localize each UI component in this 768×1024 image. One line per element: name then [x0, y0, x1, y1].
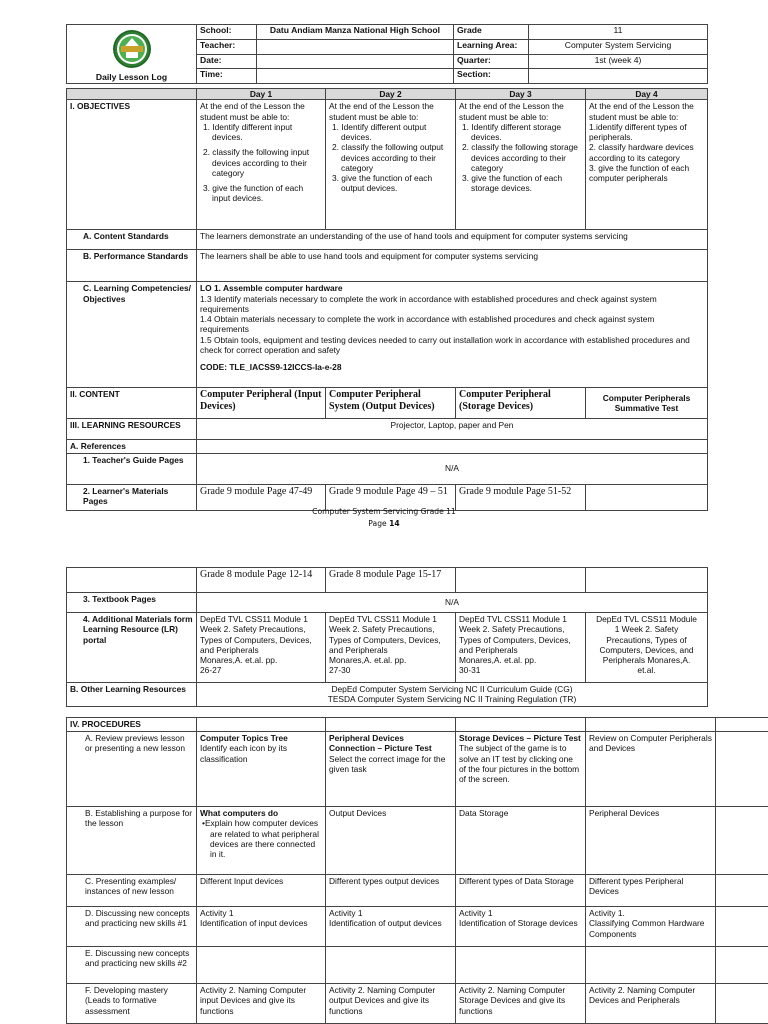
- competency-item: 1.5 Obtain tools, equipment and testing devices needed to carry out installation work in accordance with established procedures and check for correct operation and safety: [200, 334, 690, 355]
- additional-line: 26-27: [200, 665, 222, 676]
- examples-extra: [716, 875, 768, 907]
- discussing2-day2: [326, 947, 456, 984]
- section-value: [529, 69, 708, 84]
- teacher-label: Teacher:: [197, 39, 257, 54]
- grade-label: Grade: [454, 25, 529, 40]
- activity-text: Identification of input devices: [200, 918, 308, 929]
- examples-day3: Different types of Data Storage: [456, 875, 586, 907]
- objectives-day1: [197, 100, 326, 230]
- objective-intro: At the end of the Lesson the student must be able to:: [589, 101, 694, 122]
- teachers-guide-value: N/A: [197, 453, 708, 484]
- grade-value: 11: [529, 25, 708, 40]
- objectives-day2: [326, 100, 456, 230]
- additional-line: 27-30: [329, 665, 351, 676]
- objective-item: 1.identify different types of peripherals.: [589, 121, 687, 142]
- additional-line: 1 Week 2. Safety: [614, 624, 679, 635]
- day4-header: Day 4: [586, 89, 708, 100]
- discussing2-day3: [456, 947, 586, 984]
- additional-day3: [456, 613, 586, 683]
- textbook-value: N/A: [197, 593, 708, 613]
- content-day1: Computer Peripheral (Input Devices): [197, 388, 326, 419]
- review-day2: [326, 732, 456, 807]
- additional-line: DepEd TVL CSS11 Module: [596, 614, 697, 624]
- header-table: [66, 24, 708, 84]
- lm-day2: Grade 9 module Page 49 – 51: [326, 484, 456, 510]
- additional-line: Monares,A. et.al. pp.: [200, 655, 278, 665]
- competency-item: 1.4 Obtain materials necessary to complete the work in accordance with established procedures and check against system requirements: [200, 314, 655, 335]
- footer-course: Computer System Servicing Grade 11: [312, 507, 456, 516]
- objective-intro: At the end of the Lesson the student must be able to:: [459, 101, 564, 122]
- additional-line: Week 2. Safety Precautions, Types of Computers, Devices, and Peripherals: [329, 624, 441, 655]
- daily-lesson-log-label: Daily Lesson Log: [95, 72, 168, 82]
- objective-item: 1. Identify different storage devices.: [462, 121, 562, 142]
- mastery-day3: Activity 2. Naming Computer Storage Devices and give its functions: [456, 984, 586, 1024]
- additional-line: Week 2. Safety Precautions, Types of Computers, Devices, and Peripherals: [459, 624, 571, 655]
- objective-item: 3. give the function of each storage devices.: [462, 173, 563, 194]
- activity-title: Activity 1.: [589, 908, 625, 918]
- time-value: [257, 69, 454, 84]
- discussing1-label: D. Discussing new concepts and practicing new skills #1: [67, 907, 197, 947]
- additional-line: 30-31: [459, 665, 481, 676]
- mastery-extra: [716, 984, 768, 1024]
- examples-day2: Different types output devices: [326, 875, 456, 907]
- competency-item: 1.3 Identify materials necessary to complete the work in accordance with established procedures and check against system requirements: [200, 293, 657, 314]
- day2-header: Day 2: [326, 89, 456, 100]
- content-standards-value: The learners demonstrate an understanding of the use of hand tools and equipment for computer systems servicing: [197, 230, 708, 250]
- footer-page-prefix: Page: [368, 519, 390, 528]
- other-resource-cg: DepEd Computer System Servicing NC II Curriculum Guide (CG): [331, 684, 573, 694]
- review-day3: [456, 732, 586, 807]
- objectives-day3: [456, 100, 586, 230]
- review-text: Identify each icon by its classification: [200, 743, 288, 764]
- additional-line: Computers, Devices, and: [599, 644, 694, 655]
- objective-item: 1. Identify different output devices.: [332, 121, 427, 142]
- mastery-day2: Activity 2. Naming Computer output Devices and give its functions: [326, 984, 456, 1024]
- discussing2-extra: [716, 947, 768, 984]
- procedures-blank: [326, 718, 456, 732]
- discussing2-day4: [586, 947, 716, 984]
- additional-line: et.al.: [637, 665, 656, 676]
- objective-intro: At the end of the Lesson the student must be able to:: [329, 101, 434, 122]
- competency-code: CODE: TLE_IACSS9-12ICCS-Ia-e-28: [200, 362, 342, 372]
- performance-standards-label: B. Performance Standards: [67, 250, 197, 282]
- performance-standards-value: The learners shall be able to use hand tools and equipment for computer systems servicing: [197, 250, 708, 282]
- purpose-title: What computers do: [200, 808, 279, 818]
- discussing2-label: E. Discussing new concepts and practicing new skills #2: [67, 947, 197, 984]
- examples-day1: Different Input devices: [197, 875, 326, 907]
- mastery-day1: Activity 2. Naming Computer input Devices and give its functions: [197, 984, 326, 1024]
- review-day4: Review on Computer Peripherals and Devices: [586, 732, 716, 807]
- date-label: Date:: [197, 54, 257, 69]
- review-title: Storage Devices – Picture Test: [459, 733, 581, 743]
- review-day1: [197, 732, 326, 807]
- purpose-bullet: • Explain how computer devices are related to what peripheral devices are there connected in it.: [200, 818, 322, 859]
- procedures-label: IV. PROCEDURES: [67, 718, 197, 732]
- competencies-value: [197, 282, 708, 388]
- review-title: Peripheral Devices Connection – Picture Test: [329, 733, 432, 754]
- content-day4: Computer Peripherals Summative Test: [586, 388, 708, 419]
- objective-item: 3. give the function of each input devices.: [203, 183, 304, 204]
- discussing2-day1: [197, 947, 326, 984]
- day1-header: Day 1: [197, 89, 326, 100]
- header-blank: [67, 89, 197, 100]
- lm-day2-cont: Grade 8 module Page 15-17: [326, 568, 456, 593]
- learning-area-value: Computer System Servicing: [529, 39, 708, 54]
- additional-line: DepEd TVL CSS11 Module 1: [329, 614, 437, 624]
- quarter-value: 1st (week 4): [529, 54, 708, 69]
- additional-day1: [197, 613, 326, 683]
- activity-text: Identification of output devices: [329, 918, 442, 929]
- objective-intro: At the end of the Lesson the student must be able to:: [200, 101, 305, 122]
- discussing1-day2: [326, 907, 456, 947]
- learners-materials-label: 2. Learner's Materials Pages: [67, 484, 197, 510]
- date-value: [257, 54, 454, 69]
- teacher-value: [257, 39, 454, 54]
- purpose-list: [200, 818, 322, 859]
- mastery-label: F. Developing mastery (Leads to formative assessment: [67, 984, 197, 1024]
- content-day3: Computer Peripheral (Storage Devices): [456, 388, 586, 419]
- lm-cont-label: [67, 568, 197, 593]
- objectives-label: I. OBJECTIVES: [67, 100, 197, 230]
- additional-day4: [586, 613, 708, 683]
- objectives-day4: [586, 100, 708, 230]
- learning-area-label: Learning Area:: [454, 39, 529, 54]
- objective-item: 1. Identify different input devices.: [203, 121, 293, 142]
- additional-line: Monares,A. et.al. pp.: [329, 655, 407, 665]
- footer-page: [0, 519, 768, 528]
- school-value: Datu Andiam Manza National High School: [257, 25, 454, 40]
- activity-title: Activity 1: [329, 908, 363, 918]
- lm-day3-cont: [456, 568, 586, 593]
- procedures-blank: [197, 718, 326, 732]
- content-standards-label: A. Content Standards: [67, 230, 197, 250]
- additional-line: Precautions, Types of: [606, 634, 687, 645]
- procedures-table: [66, 717, 768, 1024]
- objective-item: 2. classify hardware devices according to its category: [589, 142, 694, 163]
- content-day2: Computer Peripheral System (Output Devices): [326, 388, 456, 419]
- logo-cell: [67, 25, 197, 84]
- additional-line: Peripherals Monares,A.: [602, 655, 691, 665]
- other-resource-tr: TESDA Computer System Servicing NC II Training Regulation (TR): [327, 694, 577, 705]
- activity-title: Activity 1: [200, 908, 234, 918]
- time-label: Time:: [197, 69, 257, 84]
- discussing1-day1: [197, 907, 326, 947]
- objective-item: 2. classify the following storage devices according to their category: [462, 142, 578, 173]
- discussing1-day4: [586, 907, 716, 947]
- additional-materials-label: 4. Additional Materials form Learning Resource (LR) portal: [67, 613, 197, 683]
- additional-line: DepEd TVL CSS11 Module 1: [200, 614, 308, 624]
- references-value: [197, 440, 708, 453]
- discussing1-day3: [456, 907, 586, 947]
- learning-resources-label: III. LEARNING RESOURCES: [67, 419, 197, 440]
- textbook-label: 3. Textbook Pages: [67, 593, 197, 613]
- additional-line: Week 2. Safety Precautions, Types of Computers, Devices, and Peripherals: [200, 624, 312, 655]
- lesson-table-page1: [66, 88, 708, 511]
- objective-item: 2. classify the following input devices according to their category: [203, 147, 310, 178]
- references-label: A. References: [67, 440, 197, 453]
- review-label: A. Review previews lesson or presenting a new lesson: [67, 732, 197, 807]
- objective-item: 2. classify the following output devices according to their category: [332, 142, 444, 173]
- purpose-day4: Peripheral Devices: [586, 807, 716, 875]
- lm-day4-cont: [586, 568, 708, 593]
- school-label: School:: [197, 25, 257, 40]
- other-resources-value: [197, 683, 708, 707]
- lesson-table-page2: [66, 567, 708, 707]
- review-text: The subject of the game is to solve an IT test by clicking one of the four pictures in the bottom of the screen.: [459, 743, 580, 784]
- additional-line: DepEd TVL CSS11 Module 1: [459, 614, 567, 624]
- objective-item: 3. give the function of each output devices.: [332, 173, 433, 194]
- competencies-label: C. Learning Competencies/ Objectives: [67, 282, 197, 388]
- content-label: II. CONTENT: [67, 388, 197, 419]
- competency-lo: LO 1. Assemble computer hardware: [200, 283, 343, 294]
- other-resources-label: B. Other Learning Resources: [67, 683, 197, 707]
- footer-page-number: 14: [389, 519, 400, 528]
- additional-day2: [326, 613, 456, 683]
- teachers-guide-label: 1. Teacher's Guide Pages: [67, 453, 197, 484]
- mastery-day4: Activity 2. Naming Computer Devices and Peripherals: [586, 984, 716, 1024]
- review-extra: [716, 732, 768, 807]
- review-title: Computer Topics Tree: [200, 733, 288, 743]
- activity-title: Activity 1: [459, 908, 493, 918]
- procedures-blank: [586, 718, 716, 732]
- additional-line: Monares,A. et.al. pp.: [459, 655, 537, 665]
- activity-text: Identification of Storage devices: [459, 918, 578, 929]
- examples-label: C. Presenting examples/ instances of new lesson: [67, 875, 197, 907]
- lm-day3: Grade 9 module Page 51-52: [456, 484, 586, 510]
- purpose-day2: Output Devices: [326, 807, 456, 875]
- day3-header: Day 3: [456, 89, 586, 100]
- procedures-blank: [456, 718, 586, 732]
- school-seal-icon: [112, 29, 152, 69]
- lm-day1: Grade 9 module Page 47-49: [197, 484, 326, 510]
- purpose-extra: [716, 807, 768, 875]
- procedures-blank: [716, 718, 768, 732]
- section-label: Section:: [454, 69, 529, 84]
- review-text: Select the correct image for the given task: [329, 753, 446, 774]
- quarter-label: Quarter:: [454, 54, 529, 69]
- purpose-day1: [197, 807, 326, 875]
- learning-resources-value: Projector, Laptop, paper and Pen: [197, 419, 708, 440]
- purpose-day3: Data Storage: [456, 807, 586, 875]
- objective-item: 3. give the function of each computer peripherals: [589, 162, 690, 183]
- discussing1-extra: [716, 907, 768, 947]
- activity-text: Classifying Common Hardware Components: [589, 918, 705, 939]
- lm-day1-cont: Grade 8 module Page 12-14: [197, 568, 326, 593]
- examples-day4: Different types Peripheral Devices: [586, 875, 716, 907]
- purpose-label: B. Establishing a purpose for the lesson: [67, 807, 197, 875]
